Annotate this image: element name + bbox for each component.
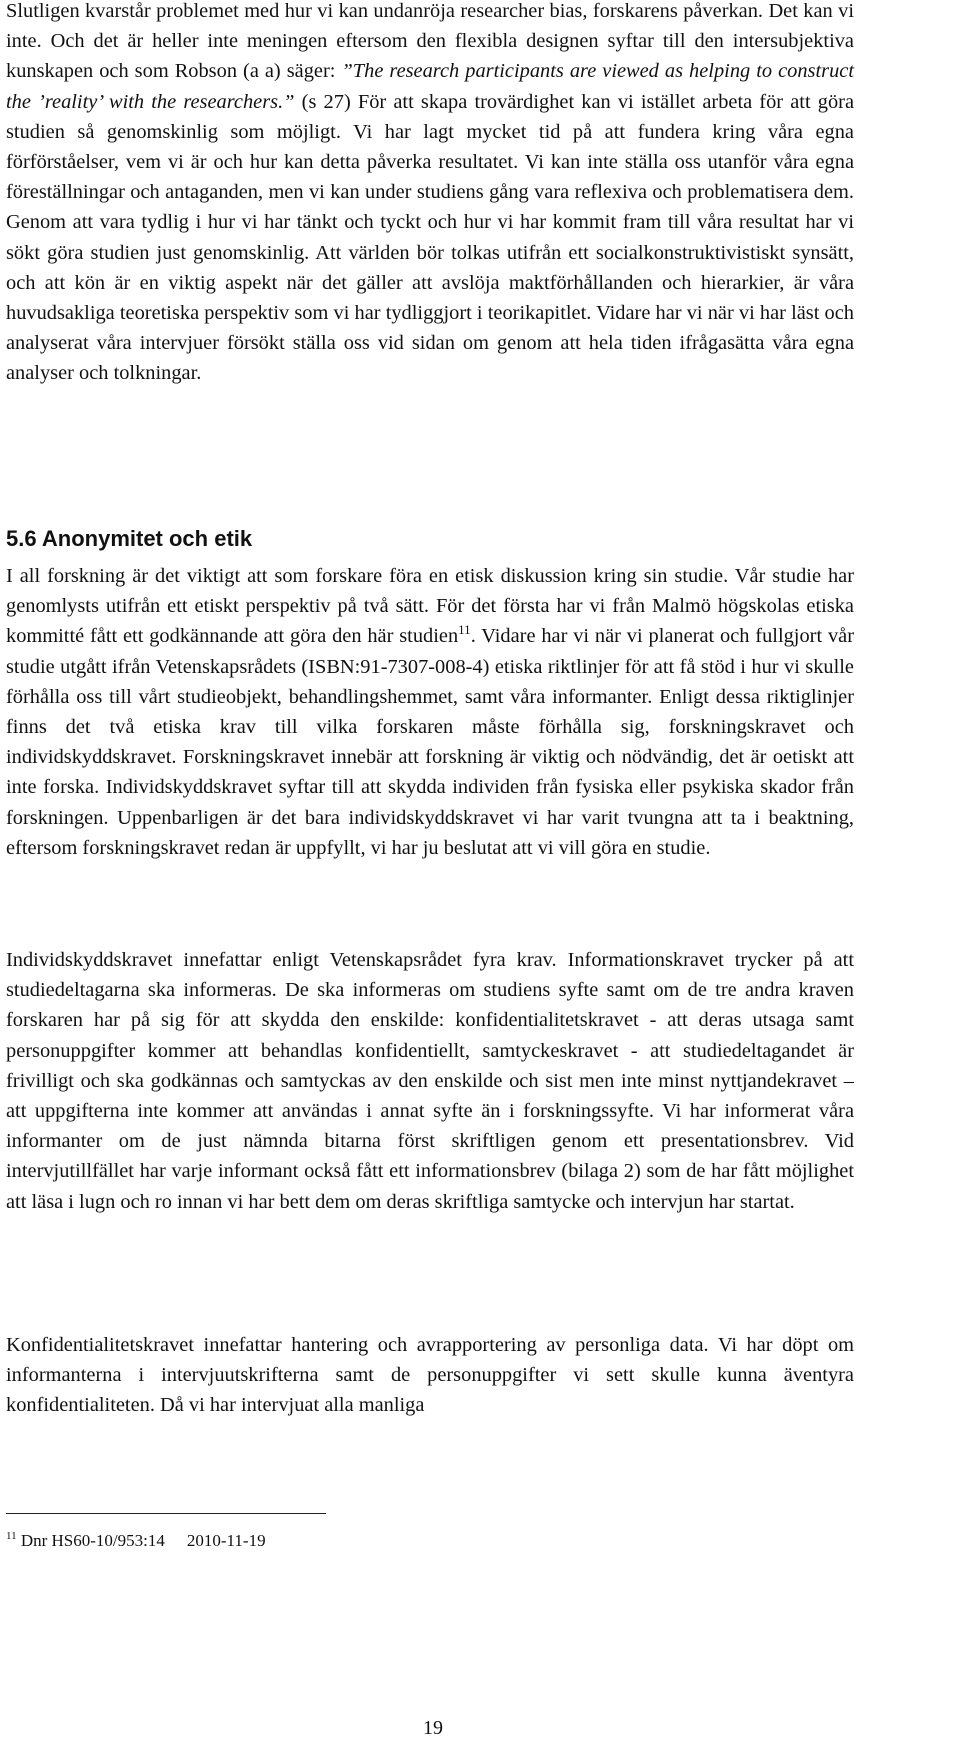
paragraph-confidentiality: Konfidentialitetskravet innefattar hantering och avrapportering av personliga data. Vi har döpt om informanterna i intervjuutskrifterna samt de personuppgifter vi sett skulle kunna äventyra konfidentialiteten. Då vi har intervjuat alla manliga [6,1334,854,1417]
footnote [6,1529,266,1553]
footnote-reference[interactable]: 11 [458,622,471,638]
paragraph-text: Slutligen kvarstår problemet med hur vi kan undanröja researcher bias, forskarens påverkan. Det kan vi inte. Och det är heller inte meningen eftersom den flexibla designen syftar till den intersubjektiva kunskapen och som Robson (a a) säger: [6,0,854,83]
paragraph-text: (s 27) För att skapa trovärdighet kan vi istället arbeta för att göra studien så genomskinlig som möjligt. Vi har lagt mycket tid på att fundera kring våra egna förförståelser, vem vi är och hur kan detta påverka resultatet. Vi kan inte ställa oss utanför våra egna föreställningar och antaganden, men vi kan under studiens gång vara reflexiva och problematisera dem. Genom att vara tydlig i hur vi har tänkt och tyckt och hur vi har kommit fram till våra resultat har vi sökt göra studien just genomskinlig. Att världen bör tolkas utifrån ett socialkonstruktivistiskt synsätt, och att kön är en viktig aspekt när det gäller att avslöja maktförhållanden och hierarkier, är våra huvudsakliga teoretiska perspektiv som vi har tydliggjort i teorikapitlet. Vidare har vi när vi har läst och analyserat våra intervjuer försökt ställa oss vid sidan om genom att hela tiden ifrågasätta våra egna analyser och tolkningar. [6,90,854,385]
paragraph-text: . Vidare har vi när vi planerat och fullgjort vår studie utgått ifrån Vetenskapsrådets (ISBN:91-7307-008-4) etiska riktlinjer för att få stöd i hur vi skulle förhålla oss till vårt studieobjekt, behandlingshemmet, samt våra informanter. Enligt dessa riktiglinjer finns det två etiska krav till vilka forskaren måste förhålla sig, forskningskravet och individskyddskravet. Forskningskravet innebär att forskning är viktig och nödvändig, det är oetiskt att inte forska. Individskyddskravet syftar till att skydda individen från fysiska eller psykiska skador från forskningen. Uppenbarligen är det bara individskyddskravet vi har varit tvungna att ta i beaktning, eftersom forskningskravet redan är uppfyllt, vi har ju beslutat att vi vill göra en studie. [6,625,854,859]
paragraph-individual-protection: Individskyddskravet innefattar enligt Vetenskapsrådet fyra krav. Informationskravet trycker på att studiedeltagarna ska informeras. De ska informeras om studiens syfte samt om de tre andra kraven forskaren har på sig för att skydda den enskilde: konfidentialitetskravet - att deras utsaga samt personuppgifter kommer att behandlas konfidentiellt, samtyckeskravet - att studiedeltagandet är frivilligt och ska godkännas och samtyckas av den enskilde och sist men inte minst nyttjandekravet – att uppgifterna inte kommer att användas i annat syfte än i forskningssyfte. Vi har informerat våra informanter om de just nämnda bitarna först skriftligen genom ett presentationsbrev. Vid intervjutillfället har varje informant också fått ett informationsbrev (bilaga 2) som de har fått möjlighet att läsa i lugn och ro innan vi har bett dem om deras skriftliga samtycke och intervjun har startat. [6,949,854,1213]
footnote-number: 11 [6,1530,17,1542]
footnote-date: 2010-11-19 [186,1531,266,1550]
paragraph-researcher-bias [6,0,854,389]
page-number: 19 [423,1717,443,1739]
footnote-divider [6,1513,326,1514]
paragraph-ethics-intro [6,561,854,863]
paragraph-text: I all forskning är det viktigt att som forskare föra en etisk diskussion kring sin studie. Vår studie har genomlysts utifrån ett etiskt perspektiv på två sätt. För det första har vi från Malmö högskolas etiska kommitté fått ett godkännande att göra den här studien [6,565,854,648]
robson-quote: ”The research participants are viewed as helping to construct the ’reality’ with the researchers.” [6,60,854,113]
footnote-reference-text: Dnr HS60-10/953:14 [20,1531,165,1550]
section-heading: 5.6 Anonymitet och etik [6,526,253,551]
